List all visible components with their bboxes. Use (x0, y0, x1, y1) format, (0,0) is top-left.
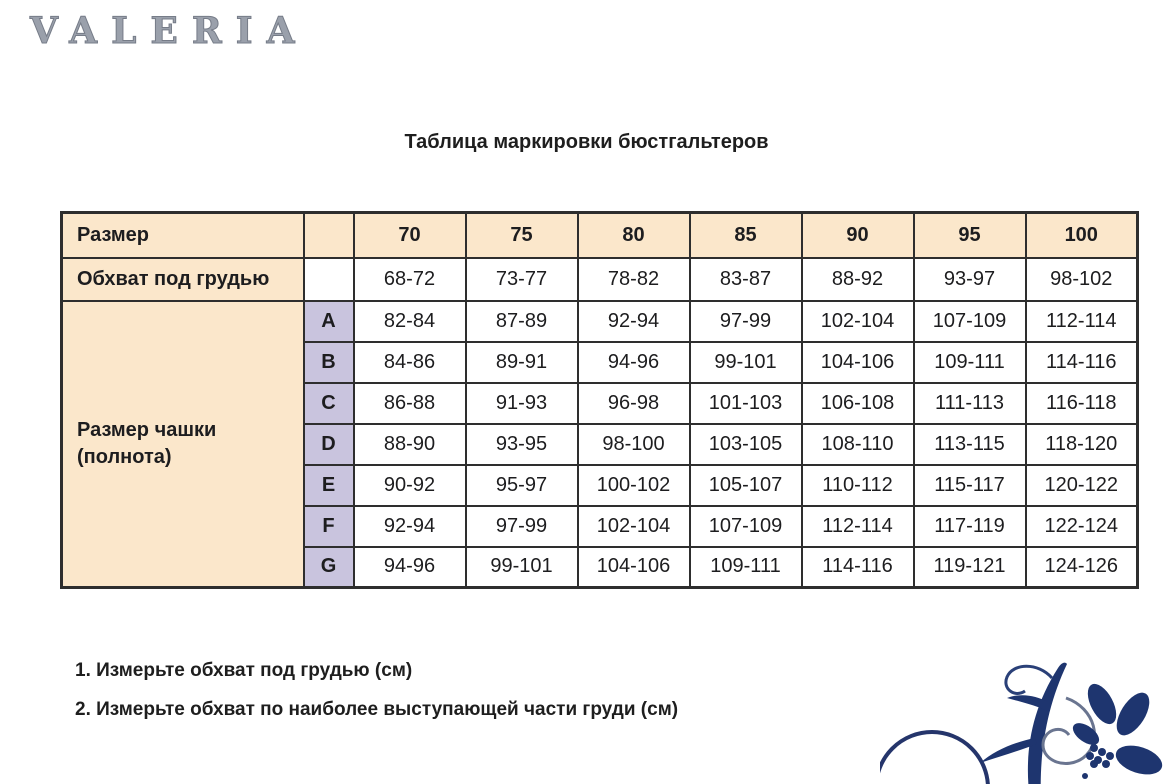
cup-range-cell: 111-113 (914, 383, 1026, 424)
cup-range-cell: 93-95 (466, 424, 578, 465)
size-col-header: 75 (466, 213, 578, 258)
size-row-label: Размер (62, 213, 304, 258)
cup-size-label-line2: (полнота) (77, 445, 172, 468)
underbust-cell: 78-82 (578, 258, 690, 301)
instruction-step-2: 2. Измерьте обхват по наиболее выступающей части груди (см) (75, 699, 679, 720)
cup-range-cell: 86-88 (354, 383, 466, 424)
cup-range-cell: 112-114 (802, 506, 914, 547)
cup-range-cell: 82-84 (354, 301, 466, 342)
cup-range-cell: 102-104 (578, 506, 690, 547)
cup-range-cell: 90-92 (354, 465, 466, 506)
cup-range-cell: 124-126 (1026, 547, 1138, 588)
cup-range-cell: 94-96 (578, 342, 690, 383)
cup-range-cell: 114-116 (1026, 342, 1138, 383)
measurement-instructions (75, 660, 678, 738)
cup-range-cell: 87-89 (466, 301, 578, 342)
cup-range-cell: 97-99 (690, 301, 802, 342)
cup-range-cell: 105-107 (690, 465, 802, 506)
cup-range-cell: 109-111 (690, 547, 802, 588)
underbust-cell: 68-72 (354, 258, 466, 301)
underbust-cell: 73-77 (466, 258, 578, 301)
cup-range-cell: 88-90 (354, 424, 466, 465)
cup-letter: E (304, 465, 354, 506)
cup-letter: F (304, 506, 354, 547)
size-col-header: 80 (578, 213, 690, 258)
instruction-step-1: 1. Измерьте обхват под грудью (см) (75, 660, 413, 681)
page-title: Таблица маркировки бюстгальтеров (404, 131, 769, 153)
size-col-header: 95 (914, 213, 1026, 258)
cup-range-cell: 102-104 (802, 301, 914, 342)
cup-letter: D (304, 424, 354, 465)
table-row-cup-a (62, 301, 1138, 342)
cup-range-cell: 118-120 (1026, 424, 1138, 465)
cup-range-cell: 113-115 (914, 424, 1026, 465)
cup-range-cell: 115-117 (914, 465, 1026, 506)
cup-range-cell: 89-91 (466, 342, 578, 383)
empty-cell (304, 258, 354, 301)
corner-cell (304, 213, 354, 258)
cup-range-cell: 94-96 (354, 547, 466, 588)
underbust-row-label: Обхват под грудью (62, 258, 304, 301)
cup-range-cell: 97-99 (466, 506, 578, 547)
underbust-cell: 83-87 (690, 258, 802, 301)
cup-letter: A (304, 301, 354, 342)
bra-size-table (60, 211, 1139, 589)
cup-range-cell: 109-111 (914, 342, 1026, 383)
cup-size-label (62, 301, 304, 588)
table-row-size (62, 213, 1138, 258)
cup-range-cell: 96-98 (578, 383, 690, 424)
floral-swirl-ornament-icon (880, 660, 1170, 784)
cup-range-cell: 107-109 (690, 506, 802, 547)
size-col-header: 90 (802, 213, 914, 258)
cup-size-label-line1: Размер чашки (77, 418, 217, 441)
cup-range-cell: 104-106 (578, 547, 690, 588)
cup-range-cell: 100-102 (578, 465, 690, 506)
cup-range-cell: 99-101 (466, 547, 578, 588)
cup-range-cell: 108-110 (802, 424, 914, 465)
cup-letter: B (304, 342, 354, 383)
cup-range-cell: 104-106 (802, 342, 914, 383)
cup-range-cell: 101-103 (690, 383, 802, 424)
cup-range-cell: 91-93 (466, 383, 578, 424)
underbust-cell: 93-97 (914, 258, 1026, 301)
cup-range-cell: 106-108 (802, 383, 914, 424)
cup-range-cell: 98-100 (578, 424, 690, 465)
cup-range-cell: 107-109 (914, 301, 1026, 342)
cup-range-cell: 103-105 (690, 424, 802, 465)
cup-range-cell: 114-116 (802, 547, 914, 588)
cup-range-cell: 92-94 (354, 506, 466, 547)
underbust-cell: 98-102 (1026, 258, 1138, 301)
cup-range-cell: 99-101 (690, 342, 802, 383)
cup-range-cell: 122-124 (1026, 506, 1138, 547)
cup-letter: G (304, 547, 354, 588)
cup-range-cell: 110-112 (802, 465, 914, 506)
cup-range-cell: 117-119 (914, 506, 1026, 547)
underbust-cell: 88-92 (802, 258, 914, 301)
cup-range-cell: 84-86 (354, 342, 466, 383)
cup-range-cell: 112-114 (1026, 301, 1138, 342)
cup-range-cell: 120-122 (1026, 465, 1138, 506)
cup-range-cell: 119-121 (914, 547, 1026, 588)
size-col-header: 70 (354, 213, 466, 258)
cup-range-cell: 95-97 (466, 465, 578, 506)
cup-range-cell: 92-94 (578, 301, 690, 342)
cup-letter: C (304, 383, 354, 424)
brand-logo: VALERIA (30, 10, 309, 52)
size-col-header: 85 (690, 213, 802, 258)
size-col-header: 100 (1026, 213, 1138, 258)
table-row-underbust (62, 258, 1138, 301)
cup-range-cell: 116-118 (1026, 383, 1138, 424)
